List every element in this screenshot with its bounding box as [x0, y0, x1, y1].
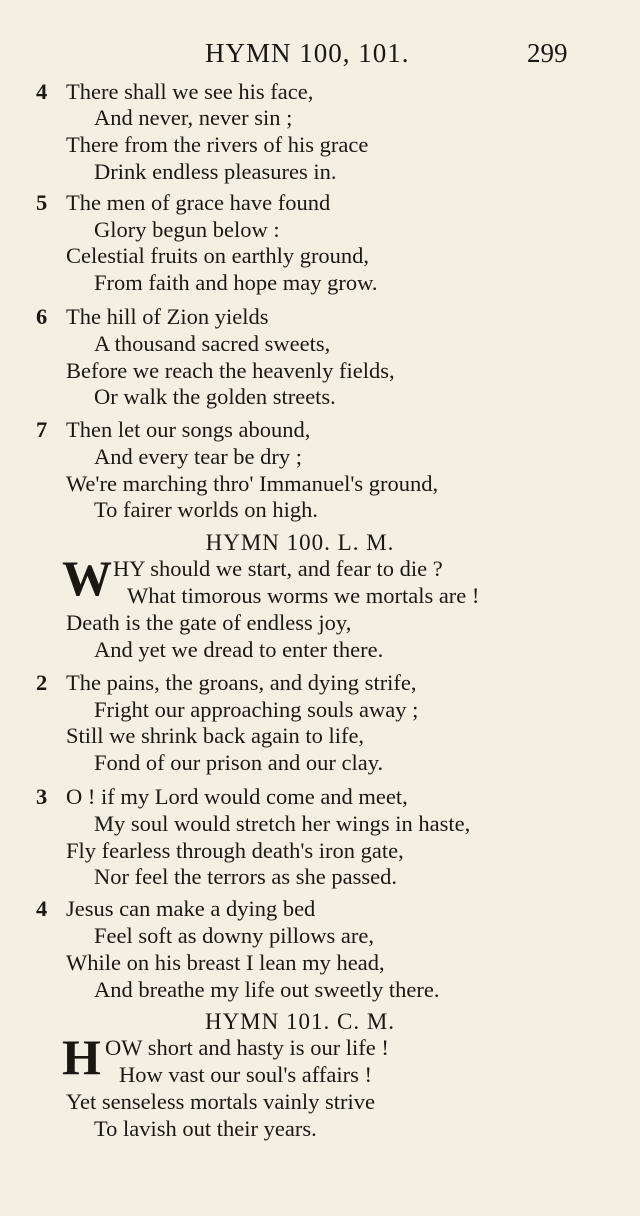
verse-number: 3 [36, 784, 48, 809]
verse-line: The pains, the groans, and dying strife, [66, 670, 417, 695]
verse-line: What timorous worms we mortals are ! [127, 583, 480, 608]
verse-line: How vast our soul's affairs ! [119, 1062, 372, 1087]
verse-line: And yet we dread to enter there. [94, 637, 384, 662]
verse-line: Jesus can make a dying bed [66, 896, 316, 921]
verse-line: And breathe my life out sweetly there. [94, 977, 440, 1002]
verse-line: Celestial fruits on earthly ground, [66, 243, 370, 268]
verse-line: Then let our songs abound, [66, 417, 311, 442]
verse-number: 2 [36, 670, 48, 695]
verse-line: Fly fearless through death's iron gate, [66, 838, 404, 863]
verse-line: HY should we start, and fear to die ? [113, 556, 443, 581]
verse-line: Drink endless pleasures in. [94, 159, 337, 184]
verse-line: Glory begun below : [94, 217, 280, 242]
verse-number: 4 [36, 896, 48, 921]
verse-line: Or walk the golden streets. [94, 384, 336, 409]
page-number: 299 [527, 38, 568, 68]
verse-line: We're marching thro' Immanuel's ground, [66, 471, 439, 496]
verse-number: 5 [36, 190, 48, 215]
verse-number: 6 [36, 304, 48, 329]
verse-line: From faith and hope may grow. [94, 270, 378, 295]
page-header [0, 38, 640, 74]
verse-line: OW short and hasty is our life ! [105, 1035, 389, 1060]
verse-line: There shall we see his face, [66, 79, 314, 104]
verse-line: Feel soft as downy pillows are, [94, 923, 374, 948]
verse-line: Yet senseless mortals vainly strive [66, 1089, 375, 1114]
verse-line: Death is the gate of endless joy, [66, 610, 352, 635]
hymn-title: HYMN 101. C. M. [204, 1009, 396, 1034]
verse-line: While on his breast I lean my head, [66, 950, 385, 975]
verse-line: The men of grace have found [66, 190, 331, 215]
hymn-title: HYMN 100. L. M. [205, 530, 395, 555]
drop-cap: H [62, 1029, 101, 1085]
verse-line: There from the rivers of his grace [66, 132, 369, 157]
verse-number: 7 [36, 417, 48, 442]
verse-line: Fond of our prison and our clay. [94, 750, 384, 775]
drop-cap: W [62, 550, 112, 606]
verse-line: To fairer worlds on high. [94, 497, 319, 522]
verse-line: O ! if my Lord would come and meet, [66, 784, 408, 809]
verse-line: Nor feel the terrors as she passed. [94, 864, 398, 889]
verse-line: Still we shrink back again to life, [66, 723, 365, 748]
verse-number: 4 [36, 79, 48, 104]
verse-line: Before we reach the heavenly fields, [66, 358, 395, 383]
verse-line: A thousand sacred sweets, [94, 331, 331, 356]
verse-line: My soul would stretch her wings in haste, [94, 811, 471, 836]
verse-line: And never, never sin ; [94, 105, 293, 130]
running-title: HYMN 100, 101. [205, 38, 410, 68]
verse-line: Fright our approaching souls away ; [94, 697, 419, 722]
verse-line: And every tear be dry ; [94, 444, 303, 469]
verse-line: The hill of Zion yields [66, 304, 269, 329]
verse-line: To lavish out their years. [94, 1116, 317, 1141]
